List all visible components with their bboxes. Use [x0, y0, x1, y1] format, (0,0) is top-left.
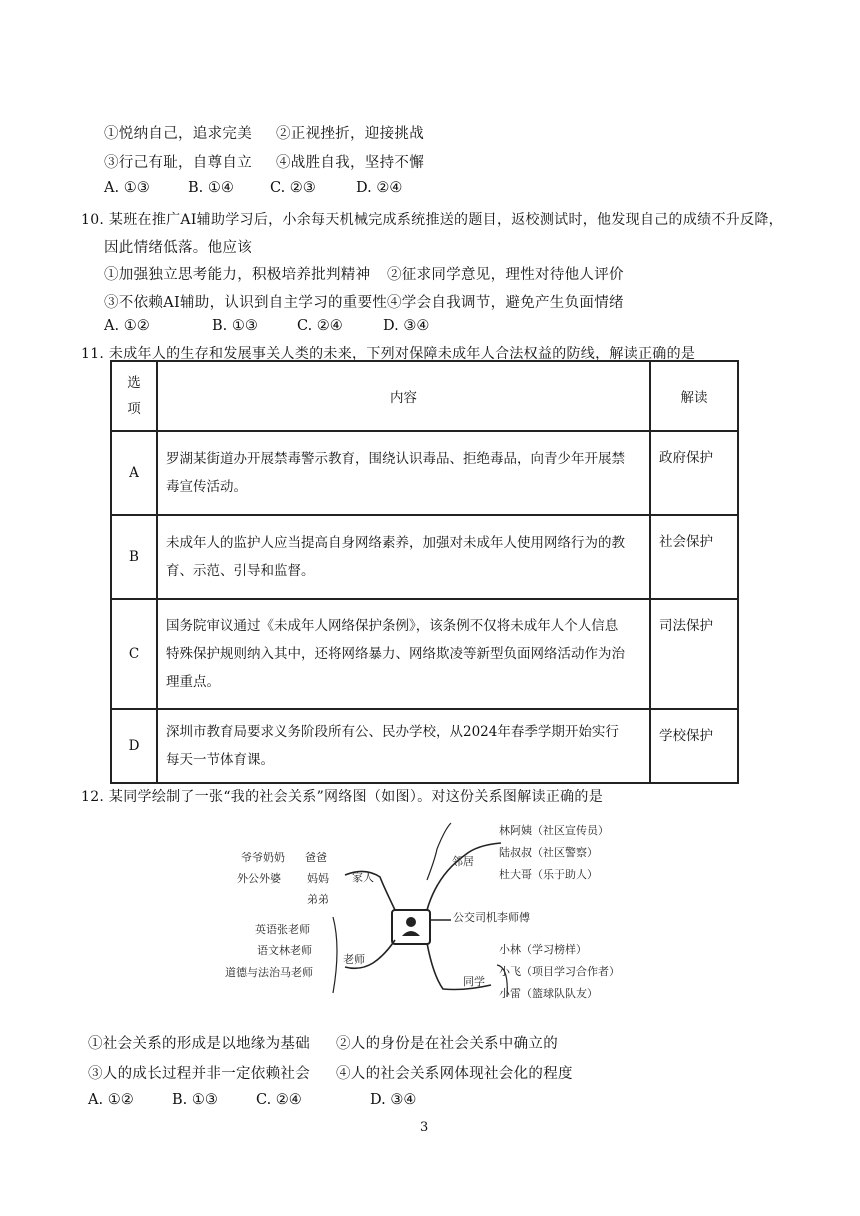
q9-choice-d[interactable]: D. ②④ [356, 180, 403, 196]
neighbor-label: 邻居 [452, 855, 474, 868]
q12-option-2: ②人的身份是在社会关系中确立的 [336, 1036, 558, 1052]
content-line: 理重点。 [166, 674, 220, 690]
q9-option-2: ②正视挫折，迎接挑战 [276, 126, 424, 142]
classmate-label: 同学 [463, 975, 485, 988]
q11-row-a-option: A [111, 431, 157, 515]
family-member: 妈妈 [307, 872, 329, 885]
teacher-label: 老师 [343, 953, 365, 966]
content-line: 每天一节体育课。 [166, 752, 274, 768]
q11-row-c-content [157, 599, 650, 709]
table-row [111, 709, 738, 783]
content-line: 深圳市教育局要求义务阶段所有公、民办学校，从2024年春季学期开始实行 [166, 724, 619, 740]
q10-choices [104, 318, 429, 334]
q10-choice-c[interactable]: C. ②④ [297, 318, 343, 334]
person-icon [402, 917, 420, 936]
q11-header-row [111, 361, 738, 431]
classmate-item: 小飞（项目学习合作者） [499, 965, 620, 978]
q11-row-b-option: B [111, 515, 157, 599]
q11-row-b-content [157, 515, 650, 599]
q12-option-1: ①社会关系的形成是以地缘为基础 [88, 1036, 310, 1052]
q11-header-reading: 解读 [650, 361, 738, 431]
teacher-item: 语文林老师 [257, 944, 312, 957]
neighbor-item: 杜大哥（乐于助人） [499, 868, 598, 881]
q10-option-4: ④学会自我调节，避免产生负面情绪 [387, 295, 624, 311]
teacher-bracket [333, 917, 337, 993]
q12-stem: 12. 某同学绘制了一张“我的社会关系”网络图（如图）。对这份关系图解读正确的是 [81, 789, 604, 805]
q11-row-a-reading: 政府保护 [650, 431, 738, 515]
family-label: 家人 [352, 871, 374, 884]
q12-choice-a[interactable]: A. ①② [88, 1092, 134, 1108]
family-member: 弟弟 [307, 893, 329, 906]
family-member: 爷爷奶奶 [241, 851, 285, 864]
content-line: 特殊保护规则纳入其中，还将网络暴力、网络欺凌等新型负面网络活动作为治 [166, 646, 625, 662]
q10-choice-d[interactable]: D. ③④ [383, 318, 430, 334]
content-line: 罗湖某街道办开展禁毒警示教育，围绕认识毒品、拒绝毒品，向青少年开展禁 [166, 451, 625, 467]
driver-label: 公交司机李师傅 [453, 911, 530, 924]
q10-option-2: ②征求同学意见，理性对待他人评价 [387, 267, 624, 283]
q11-table [110, 360, 739, 784]
q11-row-d-reading: 学校保护 [650, 709, 738, 783]
q12-choices [88, 1092, 416, 1108]
q11-stem: 11. 未成年人的生存和发展事关人类的未来，下列对保障未成年人合法权益的防线，解读正确的是 [81, 346, 696, 362]
q11-row-d-content [157, 709, 650, 783]
q12-option-3: ③人的成长过程并非一定依赖社会 [88, 1066, 310, 1082]
social-relationship-diagram [215, 815, 635, 1010]
q11-row-b-reading: 社会保护 [650, 515, 738, 599]
q11-row-a-content [157, 431, 650, 515]
q12-choice-b[interactable]: B. ①③ [172, 1092, 218, 1108]
q11-header-option [111, 361, 157, 431]
q10-choice-b[interactable]: B. ①③ [212, 318, 258, 334]
q12-option-4: ④人的社会关系网体现社会化的程度 [336, 1066, 573, 1082]
q9-choices [104, 180, 402, 196]
q9-choice-b[interactable]: B. ①④ [188, 180, 234, 196]
q10-choice-a[interactable]: A. ①② [104, 318, 150, 334]
q9-choice-c[interactable]: C. ②③ [270, 180, 316, 196]
q11-row-d-option: D [111, 709, 157, 783]
family-member: 爸爸 [305, 851, 327, 864]
q10-stem-line-1: 10. 某班在推广AI辅助学习后，小余每天机械完成系统推送的题目，返校测试时，他发现自己的成绩不升反降， [81, 212, 783, 228]
q9-option-3: ③行己有耻，自尊自立 [104, 155, 252, 171]
content-line: 未成年人的监护人应当提高自身网络素养，加强对未成年人使用网络行为的教 [166, 535, 625, 551]
neighbor-branch [427, 843, 501, 910]
q11-header-content: 内容 [157, 361, 650, 431]
table-row [111, 515, 738, 599]
q9-choice-a[interactable]: A. ①③ [104, 180, 150, 196]
teacher-item: 道德与法治马老师 [225, 966, 313, 979]
content-line: 国务院审议通过《未成年人网络保护条例》，该条例不仅将未成年人个人信息 [166, 618, 619, 634]
neighbor-item: 林阿姨（社区宣传员） [499, 824, 609, 837]
q12-choice-c[interactable]: C. ②④ [256, 1092, 302, 1108]
q11-header-option-text: 选项 [127, 375, 141, 417]
q10-option-1: ①加强独立思考能力，积极培养批判精神 [104, 267, 371, 283]
q11-row-c-reading: 司法保护 [650, 599, 738, 709]
family-member: 外公外婆 [237, 872, 281, 885]
content-line: 育、示范、引导和监督。 [166, 563, 315, 579]
q10-option-3: ③不依赖AI辅助，认识到自主学习的重要性 [104, 295, 388, 311]
classmate-item: 小林（学习榜样） [499, 943, 587, 956]
q12-choice-d[interactable]: D. ③④ [370, 1092, 417, 1108]
table-row [111, 431, 738, 515]
q10-stem-line-2: 因此情绪低落。他应该 [104, 240, 252, 256]
content-line: 毒宣传活动。 [166, 479, 247, 495]
page-number: 3 [420, 1120, 429, 1135]
neighbor-item: 陆叔叔（社区警察） [499, 846, 598, 859]
classmate-item: 小雷（篮球队队友） [499, 987, 598, 1000]
q9-option-4: ④战胜自我，坚持不懈 [276, 155, 424, 171]
table-row [111, 599, 738, 709]
q11-row-c-option: C [111, 599, 157, 709]
teacher-item: 英语张老师 [255, 923, 310, 936]
q9-option-1: ①悦纳自己，追求完美 [104, 126, 252, 142]
